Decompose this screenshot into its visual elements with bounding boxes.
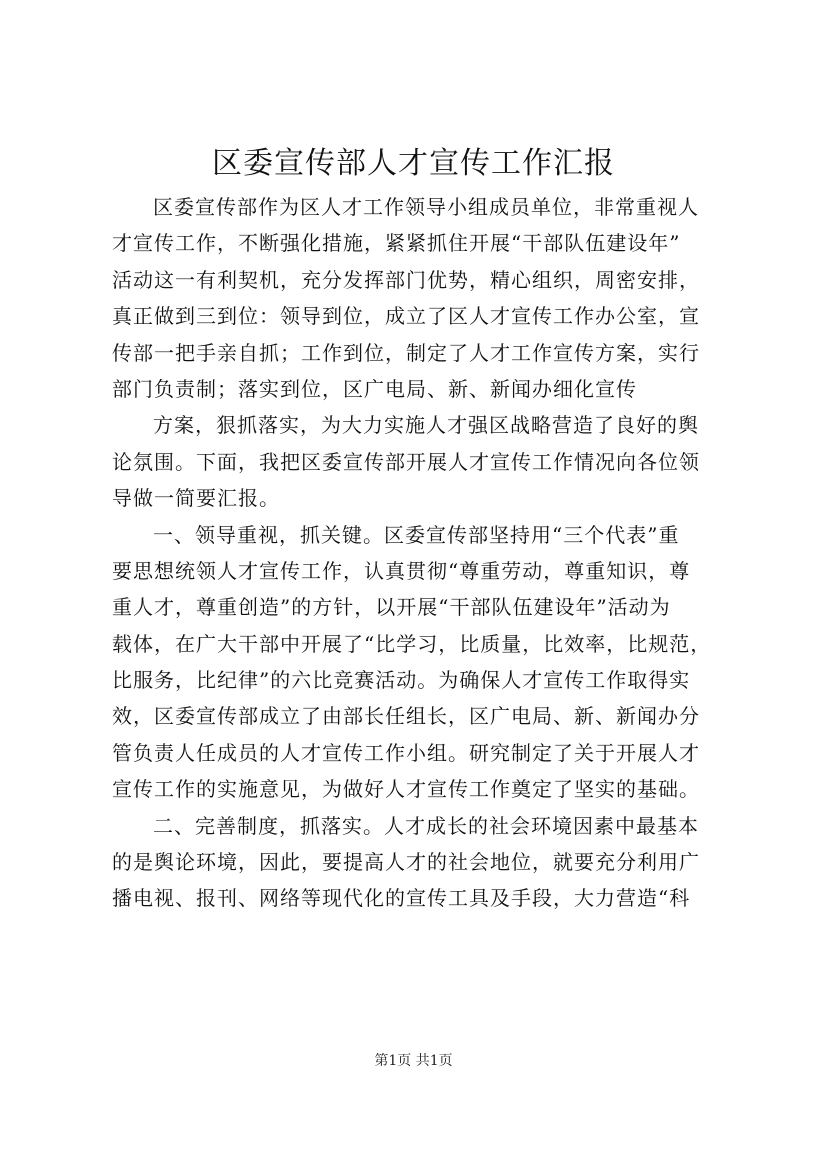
body-line: 二、完善制度，抓落实。人才成长的社会环境因素中最基本 (153, 813, 699, 838)
body-line: 传部一把手亲自抓；工作到位，制定了人才工作宣传方案，实行 (112, 340, 700, 365)
body-line: 的是舆论环境，因此，要提高人才的社会地位，就要充分利用广 (112, 850, 700, 875)
body-line: 一、领导重视，抓关键。区委宣传部坚持用“三个代表”重 (153, 522, 680, 547)
body-line: 活动这一有利契机，充分发挥部门优势，精心组织，周密安排， (112, 267, 700, 292)
page-footer: 第1页 共1页 (374, 1053, 453, 1069)
body-line: 管负责人任成员的人才宣传工作小组。研究制定了关于开展人才 (112, 740, 700, 765)
body-line: 方案，狠抓落实，为大力实施人才强区战略营造了良好的舆 (153, 413, 699, 438)
document-body (112, 189, 722, 917)
document-title: 区委宣传部人才宣传工作汇报 (212, 146, 615, 181)
body-line: 载体，在广大干部中开展了“比学习，比质量，比效率，比规范， (112, 631, 712, 656)
body-line: 比服务，比纪律”的六比竞赛活动。为确保人才宣传工作取得实 (112, 668, 691, 693)
body-line: 区委宣传部作为区人才工作领导小组成员单位，非常重视人 (153, 195, 699, 219)
body-line: 宣传工作的实施意见，为做好人才宣传工作奠定了坚实的基础。 (112, 777, 700, 802)
body-line: 才宣传工作，不断强化措施，紧紧抓住开展“干部队伍建设年” (112, 231, 681, 256)
body-line: 真正做到三到位：领导到位，成立了区人才宣传工作办公室，宣 (112, 304, 700, 329)
body-line: 部门负责制；落实到位，区广电局、新、新闻办细化宣传 (112, 376, 637, 401)
body-line: 重人才，尊重创造”的方针，以开展“干部队伍建设年”活动为 (112, 595, 671, 620)
body-line: 论氛围。下面，我把区委宣传部开展人才宣传工作情况向各位领 (112, 449, 700, 474)
body-line: 效，区委宣传部成立了由部长任组长，区广电局、新、新闻办分 (112, 704, 700, 729)
body-line: 播电视、报刊、网络等现代化的宣传工具及手段，大力营造“科 (112, 886, 691, 911)
body-line: 导做一简要汇报。 (112, 486, 280, 511)
body-line: 要思想统领人才宣传工作，认真贯彻“尊重劳动，尊重知识，尊 (112, 558, 691, 583)
